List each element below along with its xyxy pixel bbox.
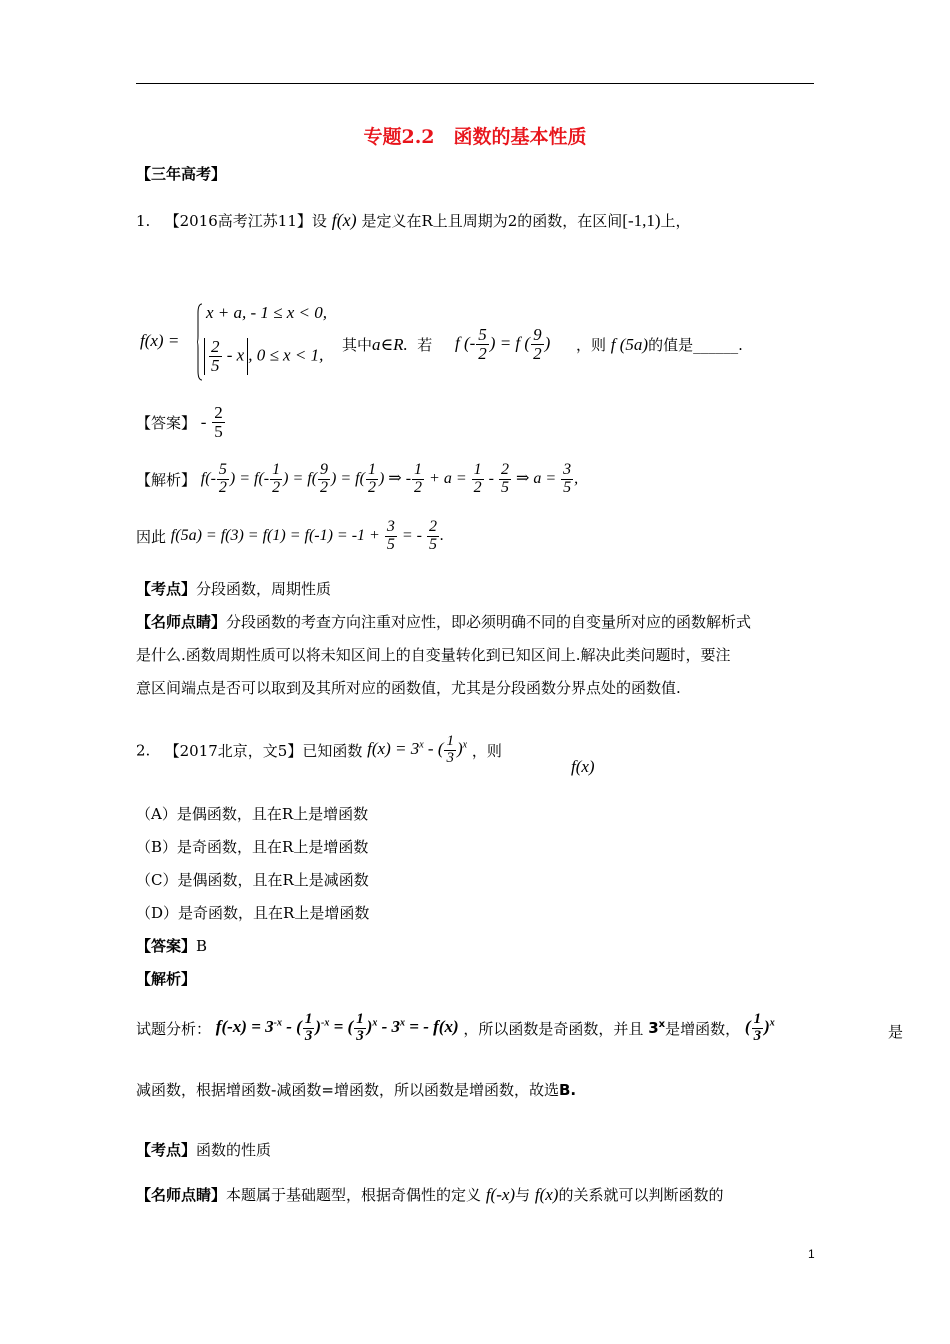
q1-stem: 1. 【2016高考江苏11】设 f(x) 是定义在R上且周期为2的函数，在区间[-1,1)上， xyxy=(136,210,691,230)
q2-tip: 【名师点睛】本题属于基础题型，根据奇偶性的定义 f(-x)与 f(x)的关系就可以判断函数的 xyxy=(136,1185,724,1204)
page-number: 1 xyxy=(808,1247,815,1261)
q2-analysis-line2: 减函数，根据增函数-减函数=增函数，所以函数是增函数，故选B. xyxy=(136,1081,577,1099)
piece-1: x + a, - 1 ≤ x < 0, xyxy=(206,303,328,322)
q1-condition: 其中a∈R. 若 xyxy=(342,335,433,354)
q2-fx: f(x) xyxy=(571,757,595,776)
q1-tip-line1: 【名师点睛】分段函数的考查方向注重对应性，即必须明确不同的自变量所对应的函数解析式 xyxy=(136,613,752,631)
q1-number: 1. xyxy=(136,212,151,230)
q1-analysis: 【解析】 f(- $\frac{5}{2}$ ) = f(- $\frac{1}{2}$ ) = f( $\frac{9}{2}$ ) = f( $\frac{1}{2}$ ) ⇒ - $\frac{1}{2}$ + a = $\frac{1}{2}$ - $\frac{2}{5}$ ⇒ a = $\frac{3}{5}$ , xyxy=(136,461,579,496)
piecewise-brace xyxy=(197,303,203,381)
q1-analysis-math: f(- $\frac{5}{2}$ ) = f(- $\frac{1}{2}$ ) = f( $\frac{9}{2}$ ) = f( $\frac{1}{2}$ ) ⇒ - $\frac{1}{2}$ + a = $\frac{1}{2}$ - $\frac{2}{5}$ ⇒ a = $\frac{3}{5}$ , xyxy=(200,461,579,496)
q1-point: 【考点】分段函数，周期性质 xyxy=(136,580,332,598)
section-heading: 【三年高考】 xyxy=(136,165,227,183)
q2-function: $f(x) = 3^x$ - ( $\frac{1}{3}$ )$^x$ xyxy=(367,733,468,766)
q1-question-tail: ，则 f (5a)的值是______. xyxy=(576,335,743,354)
q1-analysis-line2: 因此 f(5a) = f(3) = f(1) = f(-1) = -1 + $\frac{3}{5}$ = - $\frac{2}{5}$ . xyxy=(136,518,444,553)
piecewise-lhs: f(x) = xyxy=(140,331,180,350)
q2-option-a: （A）是偶函数，且在R上是增函数 xyxy=(136,805,369,823)
q2-analysis-line1: 试题分析： $f(-x) = 3^{-x}$ - ( $\frac{1}{3}$ )$^{-x}$ = ( $\frac{1}{3}$ )$^x - 3^x$ = - f(x) ，所以函数是奇函数，并且 3$^x$是增函数， ( $\frac{1}{3}$ )$^x$ xyxy=(136,1011,775,1044)
q1-interval: [-1,1) xyxy=(622,211,661,230)
q1-equation: f (- $\frac{5}{2}$ ) = f ( $\frac{9}{2}$ ) xyxy=(455,325,551,363)
q1-fx: f(x) xyxy=(331,210,357,230)
q1-answer: 【答案】 - $\frac{2}{5}$ xyxy=(136,403,223,441)
q2-answer: 【答案】B xyxy=(136,937,208,955)
q2-option-c: （C）是偶函数，且在R上是减函数 xyxy=(136,871,369,889)
q2-point: 【考点】函数的性质 xyxy=(136,1141,272,1159)
q2-option-b: （B）是奇函数，且在R上是增函数 xyxy=(136,838,369,856)
page-title: 专题2.2 函数的基本性质 xyxy=(363,126,587,148)
q2-analysis-label: 【解析】 xyxy=(136,970,197,988)
q2-option-d: （D）是奇函数，且在R上是增函数 xyxy=(136,904,370,922)
q2-analysis-line1-end: 是 xyxy=(888,1023,904,1041)
q2-stem: 2. 【2017北京，文5】已知函数 $f(x) = 3^x$ - ( $\frac{1}{3}$ )$^x$ ，则 xyxy=(136,733,502,766)
q1-tip-line3: 意区间端点是否可以取到及其所对应的函数值，尤其是分段函数分界点处的函数值. xyxy=(136,679,681,697)
header-rule xyxy=(136,83,814,84)
q1-tip-line2: 是什么.函数周期性质可以将未知区间上的自变量转化到已知区间上.解决此类问题时，要注 xyxy=(136,646,731,664)
q1-source-tag: 【2016高考江苏11】 xyxy=(164,212,312,230)
piece-2: $\frac{2}{5}$ - x , 0 ≤ x < 1, xyxy=(204,338,323,375)
